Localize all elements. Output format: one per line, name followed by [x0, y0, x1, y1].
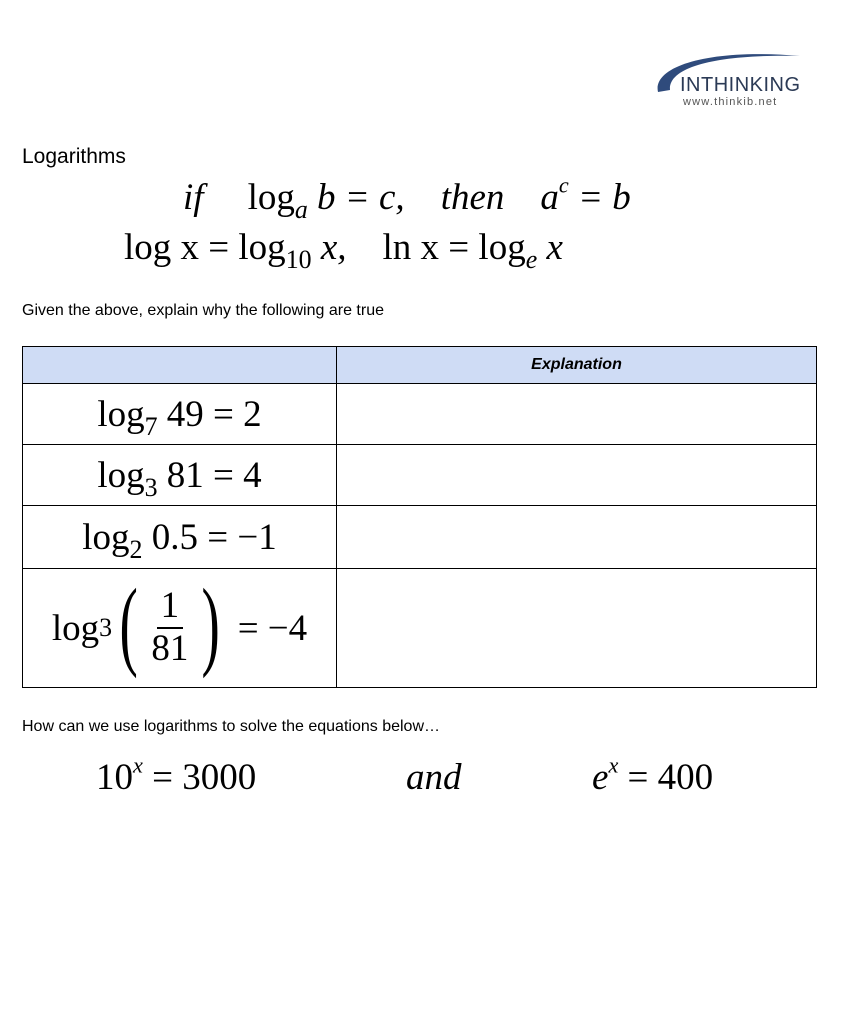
definition-formula-2 — [124, 226, 563, 275]
equation-1 — [96, 752, 257, 799]
equation-1-exponent: x — [133, 752, 143, 778]
statement-rest: = −4 — [237, 607, 308, 649]
then-word: then — [440, 177, 505, 218]
log-base: a — [294, 195, 308, 225]
equation-1-rest: = 3000 — [152, 757, 257, 798]
log-x-text: log x = log — [124, 227, 286, 268]
explanation-cell[interactable] — [337, 569, 817, 688]
formula-rest: b = c, — [317, 177, 405, 218]
log-text: log — [97, 454, 145, 496]
page-title: Logarithms — [22, 145, 126, 168]
statement-cell — [23, 506, 337, 569]
table-row — [23, 384, 817, 445]
log-base-e: e — [525, 245, 538, 275]
explanation-cell[interactable] — [337, 506, 817, 569]
log-text: log — [82, 516, 130, 558]
statement-cell — [23, 384, 337, 445]
power-base: a — [540, 177, 559, 218]
statement-rest: 81 = 4 — [166, 454, 262, 496]
statement-rest: 49 = 2 — [166, 393, 262, 435]
inthinking-logo — [650, 44, 810, 114]
ln-x-text: ln x = log — [382, 227, 526, 268]
question-text: How can we use logarithms to solve the equations below… — [22, 718, 440, 735]
right-paren: ) — [201, 568, 221, 679]
fraction-numerator: 1 — [157, 586, 184, 629]
if-word: if — [183, 177, 204, 218]
table-row — [23, 506, 817, 569]
and-word: and — [406, 757, 462, 798]
logo-url: www.thinkib.net — [683, 96, 778, 108]
log-base: 2 — [129, 534, 143, 564]
log-text: log — [247, 177, 295, 218]
instruction-text: Given the above, explain why the following are true — [22, 302, 384, 319]
equation-2-rest: = 400 — [627, 757, 714, 798]
statement-cell — [23, 569, 337, 688]
log10-rest: x, — [320, 227, 347, 268]
header-left — [23, 347, 337, 384]
header-explanation: Explanation — [337, 347, 817, 384]
equation-1-base: 10 — [96, 757, 133, 798]
log-text: log — [51, 607, 100, 649]
logo-wordmark: INTHINKING — [680, 74, 801, 96]
power-rest: = b — [578, 177, 631, 218]
statement-cell — [23, 445, 337, 506]
table-header-row — [23, 347, 817, 384]
fraction-statement: log 3 ( $\frac{1}{81}$ ) = −4 — [51, 568, 308, 679]
explanation-table — [22, 346, 817, 688]
table-row — [23, 445, 817, 506]
left-paren: ( — [119, 568, 138, 679]
log-base: 7 — [144, 411, 158, 441]
power-exponent: c — [558, 172, 569, 198]
explanation-cell[interactable] — [337, 445, 817, 506]
explanation-cell[interactable] — [337, 384, 817, 445]
log-base-10: 10 — [285, 245, 312, 275]
loge-rest: x — [546, 227, 563, 268]
fraction-denominator: 81 — [151, 628, 189, 669]
log-text: log — [97, 393, 145, 435]
table-row — [23, 569, 817, 688]
equation-2-exponent: x — [608, 752, 619, 778]
fraction — [147, 586, 192, 669]
log-base: 3 — [144, 472, 158, 502]
equation-2 — [592, 752, 714, 799]
equation-2-base: e — [592, 757, 609, 798]
statement-rest: 0.5 = −1 — [151, 516, 277, 558]
definition-formula-1 — [183, 172, 631, 225]
